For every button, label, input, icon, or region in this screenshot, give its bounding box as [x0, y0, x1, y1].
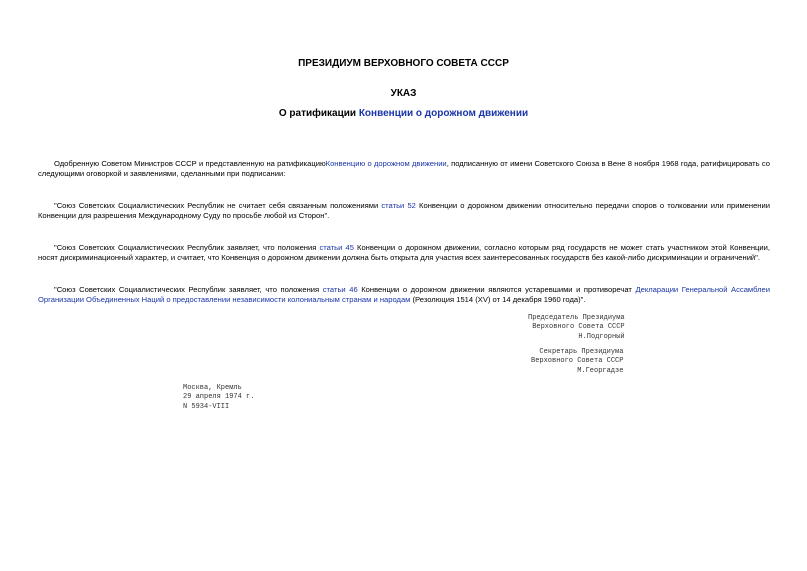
chairman-title-line2: Верховного Совета СССР [532, 323, 625, 332]
secretary-name: М.Георгадзе [577, 366, 624, 375]
article-52-link[interactable]: статьи 52 [381, 201, 416, 210]
document-type: УКАЗ [390, 88, 417, 99]
issuing-body: ПРЕЗИДИУМ ВЕРХОВНОГО СОВЕТА СССР [298, 58, 509, 69]
place: Москва, Кремль [183, 384, 242, 392]
article-46-link[interactable]: статьи 46 [322, 285, 358, 294]
chairman-signature [528, 314, 625, 342]
secretary-title-line1: Секретарь Президиума [539, 348, 624, 356]
p4-text-before: "Союз Советских Социалистических Республик заявляет, что положения [54, 285, 323, 294]
paragraph-reservation [38, 201, 770, 222]
p1-text-before: Одобренную Советом Министров СССР и представленную на ратификацию [54, 159, 326, 168]
p2-text-before: "Союз Советских Социалистических Республик не считает себя связанным положениями [54, 201, 382, 210]
p2-text-after: Конвенции о дорожном движении относительно передачи споров о толковании или применении Конвенции для разрешения Международному Суду по просьбе любой из Сторон". [38, 201, 770, 221]
paragraph-ratification [38, 159, 770, 180]
secretary-title-line2: Верховного Совета СССР [531, 357, 624, 366]
p1-text-after: , подписанную от имени Советского Союза в Вене 8 ноября 1968 года, ратифицировать со следующими оговоркой и заявлениями, сделанными при подписании: [38, 159, 771, 179]
convention-title-link[interactable]: Конвенции о дорожном движении [358, 108, 529, 119]
article-45-link[interactable]: статьи 45 [319, 243, 354, 252]
secretary-signature [531, 348, 623, 376]
convention-link[interactable]: Конвенцию о дорожном движении [325, 159, 447, 168]
date: 29 апреля 1974 г. [183, 393, 255, 402]
p3-text-before: "Союз Советских Социалистических Республик заявляет, что положения [54, 243, 320, 252]
chairman-title-line1: Председатель Президиума [528, 314, 625, 322]
un-declaration-link[interactable]: Декларации Генеральной Ассамблеи Организации Объединенных Наций о предоставлении независимости колониальным странам и народам [38, 285, 770, 305]
p4-text-middle: Конвенции о дорожном движении являются устаревшими и противоречат [357, 285, 636, 294]
decree-number: N 5934-VIII [183, 402, 230, 411]
document-title [0, 108, 807, 119]
place-date-block [183, 384, 254, 412]
chairman-name: Н.Подгорный [578, 332, 625, 341]
paragraph-statement-46 [38, 285, 770, 306]
p4-text-after: (Резолюция 1514 (XV) от 14 декабря 1960 года)". [410, 295, 586, 305]
paragraph-statement-45 [38, 243, 770, 264]
title-prefix: О ратификации [278, 108, 359, 119]
p3-text-after: Конвенции о дорожном движении, согласно которым ряд государств не может стать участником этой Конвенции, носят дискриминационный характер, и считает, что Конвенция о дорожном движении должна быть открыта для участия всех заинтересованных государств без какой-либо дискриминации и ограничений". [38, 243, 770, 263]
